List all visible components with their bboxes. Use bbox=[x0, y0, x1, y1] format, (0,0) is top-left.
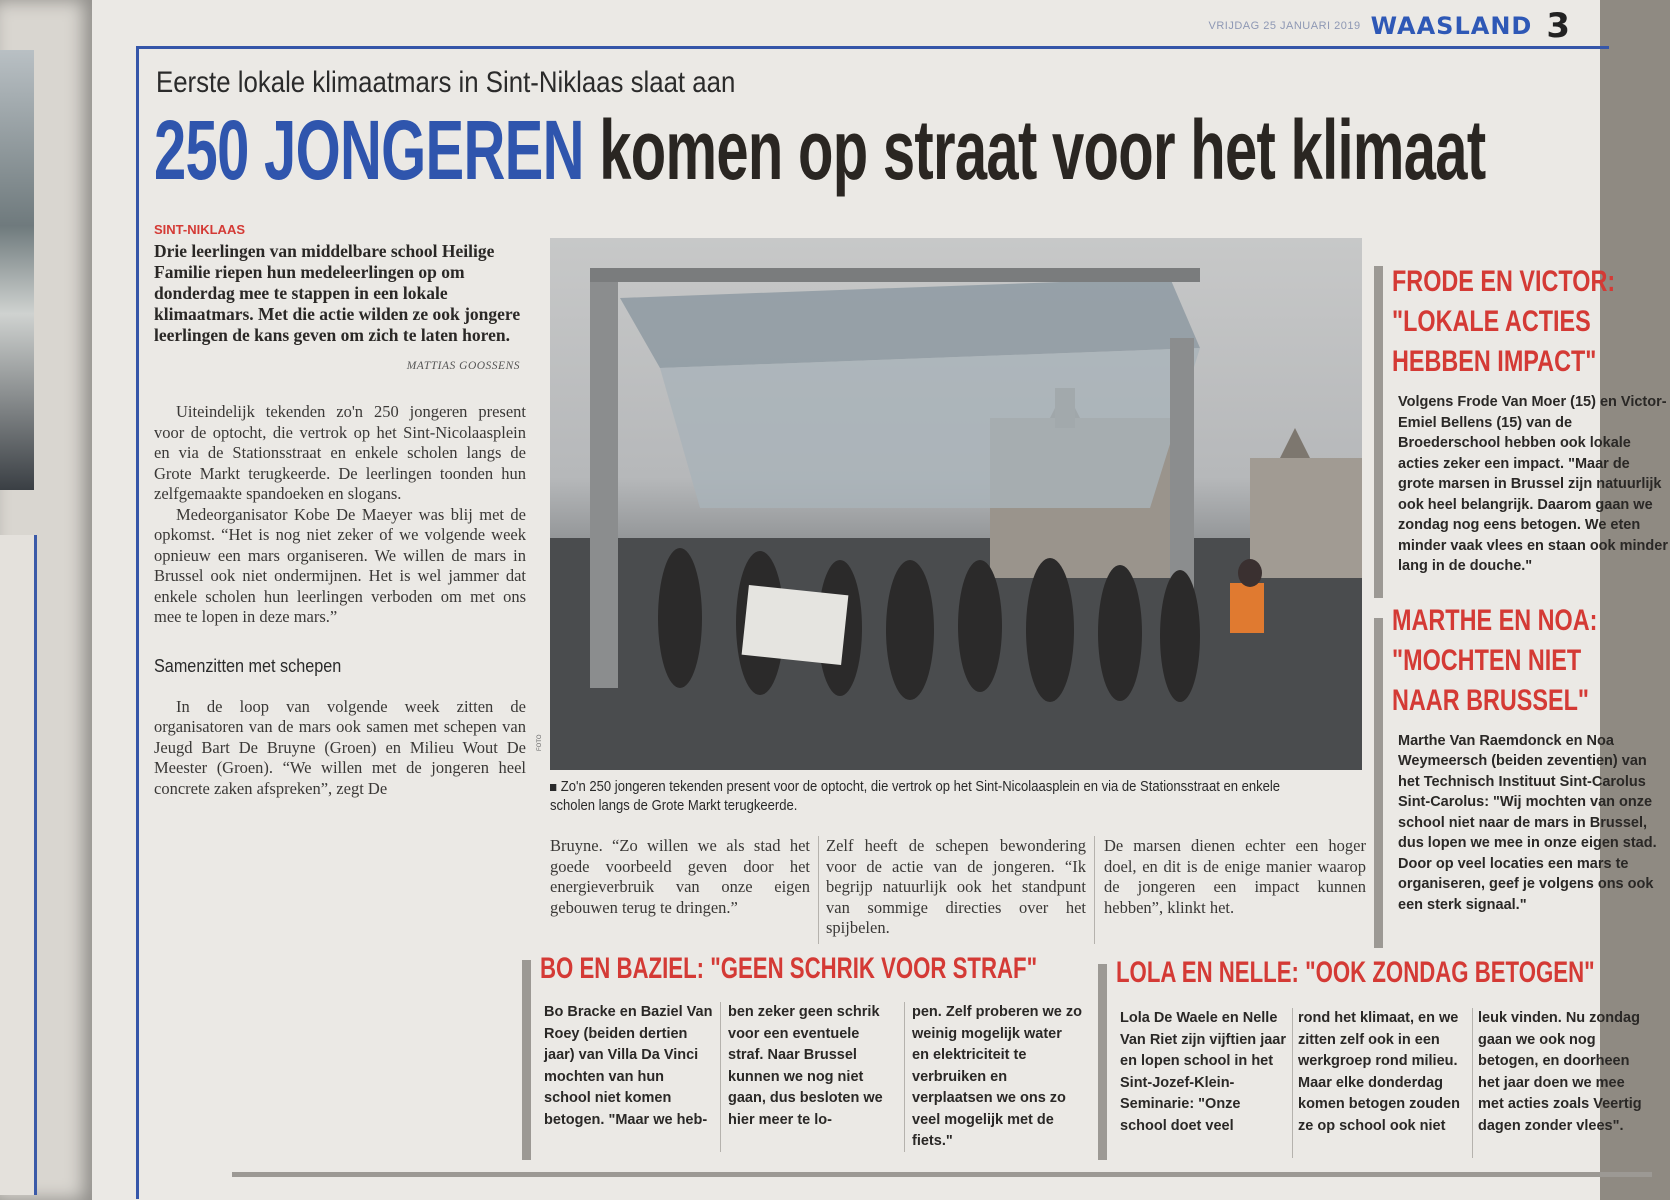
adjacent-page bbox=[0, 0, 92, 1200]
column-divider bbox=[720, 1002, 721, 1152]
photo-caption bbox=[550, 778, 1281, 816]
body-paragraph-3: In de loop van volgende week zitten de organisatoren van de mars ook samen met schepen van Jeugd Bart De Bruyne (Groen) en Milieu Wout De Meester (Groen). “We willen met de jongeren heel concrete zaken afspreken”, zegt De bbox=[154, 696, 526, 798]
body-paragraph-1: Uiteindelijk tekenden zo'n 250 jongeren present voor de optocht, die vertrok op het Sint-Nicolaasplein en via de Stationsstraat en enkele scholen langs de Grote Markt terugkeerde. De leerlingen toonden hun zelfgemaakte spandoeken en slogans. bbox=[154, 402, 526, 503]
quote-box-column: Lola De Waele en Nelle Van Riet zijn vijftien jaar en lopen school in het Sint-Jozef-Klein-Seminarie: "Onze school doet veel bbox=[1120, 1010, 1286, 1134]
quote-box-column: leuk vinden. Nu zondag gaan we ook nog betogen, en doorheen het jaar doen we mee met acties zoals Veertig dagen zonder vlees". bbox=[1478, 1010, 1642, 1134]
quote-box-column: rond het klimaat, en we zitten zelf ook in een werkgroep rond milieu. Maar elke donderdag komen betogen zouden ze op school ook niet bbox=[1298, 1010, 1460, 1134]
quote-body: Marthe Van Raemdonck en Noa Weymeersch (beiden zeventien) van het Technisch Instituut Sint-Carolus Sint-Carolus: "Wij mochten van onze school niet naar de mars in Brussel, dus lopen we mee in onze eigen stad. Door op veel locaties een mars te organiseren, geef je volgens ons ook een sterk signaal." bbox=[1398, 732, 1657, 913]
photo-caption-text: Zo'n 250 jongeren tekenden present voor de optocht, die vertrok op het Sint-Nicolaasplein en via de Stationsstraat en enkele scholen langs de Grote Markt terugkeerde. bbox=[550, 779, 1281, 814]
quote-box-column: Bo Bracke en Baziel Van Roey (beiden dertien jaar) van Villa Da Vinci mochten van hun school niet komen betogen. "Maar we heb- bbox=[544, 1004, 713, 1128]
quote-title-line: MARTHE EN NOA: bbox=[1392, 603, 1598, 637]
body-column-3: Zelf heeft de schepen bewondering voor de actie van de jongeren. “Ik begrijp natuurlijk ook het standpunt van sommige directies over het spijbelen. bbox=[826, 836, 1086, 937]
article-kicker: Eerste lokale klimaatmars in Sint-Niklaas slaat aan bbox=[156, 66, 736, 99]
quote-frode-victor bbox=[1392, 262, 1670, 577]
quote-title-line: FRODE EN VICTOR: bbox=[1392, 265, 1616, 298]
dateline: SINT-NIKLAAS bbox=[154, 222, 245, 237]
column-divider bbox=[818, 836, 819, 944]
body-paragraph-2: Medeorganisator Kobe De Maeyer was blij met de opkomst. “Het is nog niet zeker of we volgende week opnieuw een mars organiseren. We willen de mars in Brussel ook niet ondermijnen. Het is wel jammer dat enkele scholen hun leerlingen verboden om met ons mee te lopen in deze mars.” bbox=[154, 504, 526, 626]
headline-rest: komen op straat voor het klimaat bbox=[599, 103, 1486, 197]
bottom-rule bbox=[232, 1172, 1652, 1177]
subheading: Samenzitten met schepen bbox=[154, 655, 342, 676]
quote-title-line: HEBBEN IMPACT" bbox=[1392, 345, 1597, 378]
column-divider bbox=[1094, 836, 1095, 944]
article-headline bbox=[154, 103, 1486, 197]
box-bar bbox=[522, 960, 531, 1160]
square-bullet-icon bbox=[550, 784, 556, 791]
quote-box-title: LOLA EN NELLE: "OOK ZONDAG BETOGEN" bbox=[1116, 956, 1595, 989]
masthead bbox=[1209, 6, 1571, 46]
article-intro: Drie leerlingen van middelbare school Heilige Familie riepen hun medeleerlingen op om donderdag mee te stappen in een lokale klimaatmars. Met die actie wilden ze ook jongere leerlingen de kans geven om zich te laten horen. bbox=[154, 241, 521, 345]
column-divider bbox=[1292, 1008, 1293, 1158]
page-number: 3 bbox=[1546, 6, 1570, 46]
masthead-date: VRIJDAG 25 JANUARI 2019 bbox=[1208, 20, 1361, 32]
column-divider bbox=[904, 1002, 905, 1152]
body-column-4: De marsen dienen echter een hoger doel, en dit is de enige manier waarop de jongeren een impact kunnen hebben”, klinkt het. bbox=[1104, 836, 1366, 917]
adjacent-page-column bbox=[0, 535, 37, 1195]
quote-body: Volgens Frode Van Moer (15) en Victor-Emiel Bellens (15) van de Broederschool hebben ook lokale acties zeker een impact. "Maar de grote marsen in Brussel zijn natuurlijk ook heel belangrijk. Daarom gaan we zondag nog eens betogen. We eten minder vaak vlees en staan ook minder lang in de douche." bbox=[1398, 394, 1668, 574]
quote-sidebar bbox=[1392, 262, 1670, 939]
quote-box-column: pen. Zelf proberen we zo weinig mogelijk water en elektriciteit te verbruiken en verplaatsen we ons zo veel mogelijk met de fiets." bbox=[912, 1004, 1082, 1149]
quote-title-line: "LOKALE ACTIES bbox=[1392, 305, 1591, 338]
column-divider bbox=[1472, 1008, 1473, 1158]
article-photo bbox=[550, 238, 1362, 770]
quote-box-title: BO EN BAZIEL: "GEEN SCHRIK VOOR STRAF" bbox=[540, 952, 1038, 985]
sidebar-bar bbox=[1374, 618, 1383, 948]
article-column-1 bbox=[154, 222, 526, 799]
adjacent-page-photo bbox=[0, 50, 34, 490]
photo-illustration bbox=[550, 238, 1362, 770]
quote-title-line: NAAR BRUSSEL" bbox=[1392, 683, 1590, 717]
masthead-section: WAASLAND bbox=[1370, 12, 1533, 40]
body-column-2: Bruyne. “Zo willen we als stad het goede voorbeeld geven door het energieverbruik van onze eigen gebouwen terug te dringen.” bbox=[550, 836, 810, 917]
photo-credit: FOTO bbox=[537, 734, 543, 751]
newspaper-page bbox=[92, 0, 1668, 1200]
quote-box-column: ben zeker geen schrik voor een eventuele straf. Naar Brussel kunnen we nog niet gaan, dus besloten we hier meer te lo- bbox=[728, 1004, 883, 1128]
box-bar bbox=[1098, 964, 1107, 1160]
byline: MATTIAS GOOSSENS bbox=[406, 360, 520, 372]
quote-marthe-noa bbox=[1392, 601, 1670, 916]
sidebar-bar bbox=[1374, 266, 1383, 598]
headline-highlight: 250 JONGEREN bbox=[154, 103, 584, 197]
quote-title-line: "MOCHTEN NIET bbox=[1392, 643, 1582, 677]
